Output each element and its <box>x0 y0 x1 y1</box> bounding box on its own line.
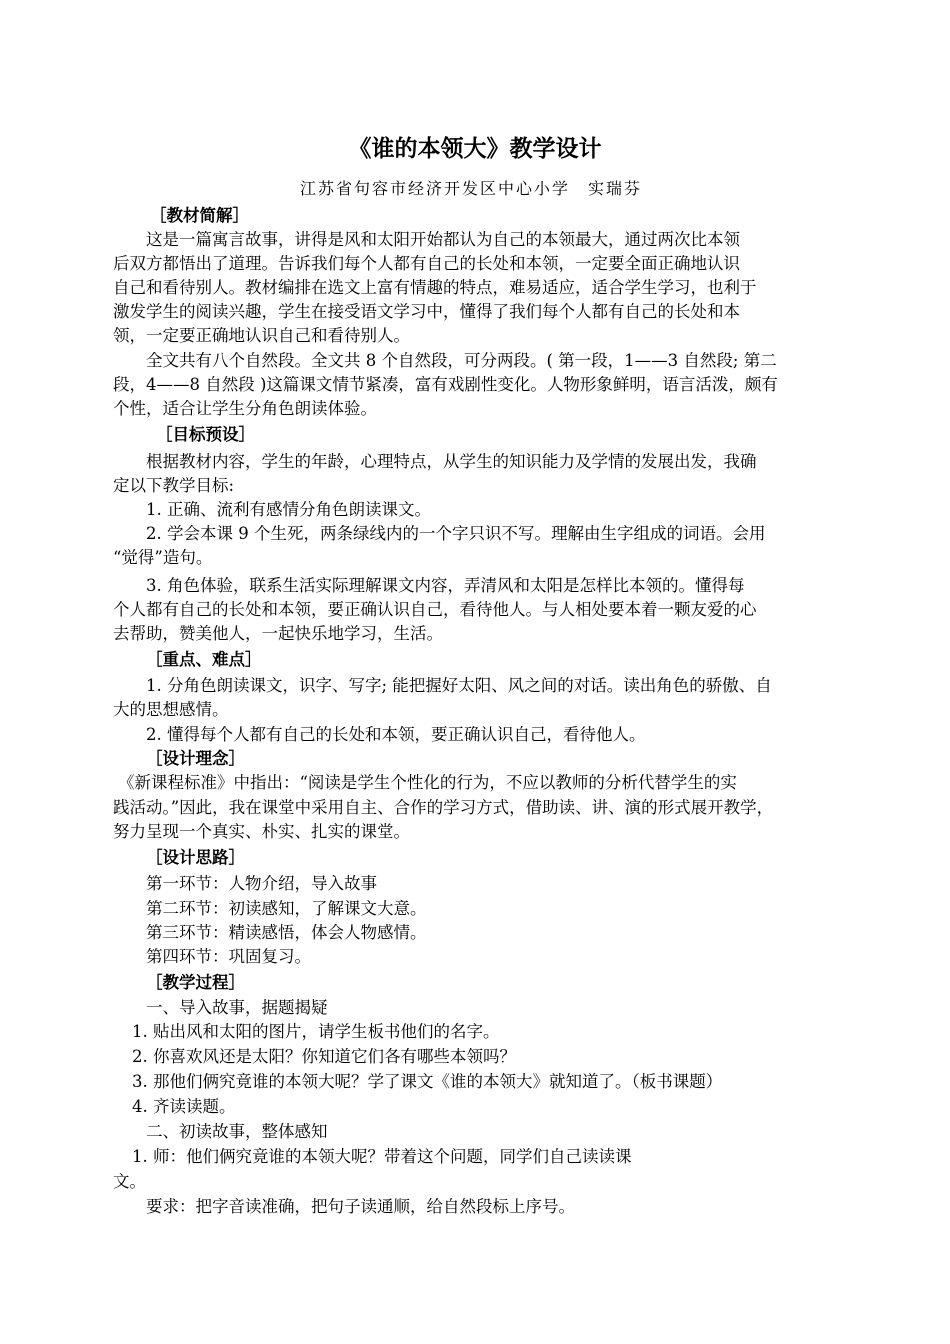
list-item: 1. 贴出风和太阳的图片，请学生板书他们的名字。 <box>132 1022 500 1041</box>
paragraph-line: 大的思想感情。 <box>113 700 229 719</box>
section-heading-key-points: ［重点、难点］ <box>146 650 262 669</box>
paragraph-line: 段，4——8 自然段 )这篇课文情节紧凑，富有戏剧性变化。人物形象鲜明，语言活泼，颇有 <box>113 375 778 394</box>
subsection-heading: 一、导入故事，据题揭疑 <box>146 998 328 1017</box>
paragraph-line: 努力呈现一个真实、朴实、扎实的课堂。 <box>113 822 410 841</box>
paragraph-line: 践活动。”因此，我在课堂中采用自主、合作的学习方式，借助读、讲、演的形式展开教学， <box>113 798 774 817</box>
list-item: 2. 你喜欢风还是太阳？你知道它们各有哪些本领吗？ <box>132 1047 516 1066</box>
list-item: 2. 懂得每个人都有自己的长处和本领，要正确认识自己，看待他人。 <box>146 725 646 744</box>
paragraph-line: 文。 <box>113 1172 146 1191</box>
paragraph-line: 后双方都悟出了道理。告诉我们每个人都有自己的长处和本领，一定要全面正确地认识 <box>113 254 740 273</box>
section-heading-textbook: ［教材简解］ <box>150 206 249 225</box>
list-item: 2. 学会本课 9 个生死，两条绿线内的一个字只识不写。理解由生字组成的词语。会用 <box>146 524 766 543</box>
list-item: 1. 正确、流利有感情分角色朗读课文。 <box>146 500 431 519</box>
section-heading-goals: ［目标预设］ <box>156 425 255 444</box>
paragraph-line: 去帮助，赞美他人，一起快乐地学习，生活。 <box>113 624 443 643</box>
list-item: 第二环节：初读感知，了解课文大意。 <box>146 899 427 918</box>
paragraph-line: “觉得”造句。 <box>113 548 213 567</box>
section-heading-design-ideas: ［设计思路］ <box>146 848 245 867</box>
paragraph-line: 要求：把字音读准确，把句子读通顺，给自然段标上序号。 <box>146 1197 575 1216</box>
paragraph-line: 全文共有八个自然段。全文共 8 个自然段，可分两段。( 第一段，1——3 自然段; 第二 <box>146 351 777 370</box>
document-title: 《谁的本领大》教学设计 <box>348 136 602 162</box>
paragraph-line: 个性，适合让学生分角色朗读体验。 <box>113 399 377 418</box>
list-item: 第三环节：精读感悟，体会人物感情。 <box>146 923 427 942</box>
section-heading-philosophy: ［设计理念］ <box>146 749 245 768</box>
list-item: 第一环节：人物介绍，导入故事 <box>146 874 377 893</box>
list-item: 3. 角色体验，联系生活实际理解课文内容，弄清风和太阳是怎样比本领的。懂得每 <box>146 576 745 595</box>
author-line: 江苏省句容市经济开发区中心小学 实瑞芬 <box>300 179 643 198</box>
list-item: 1. 分角色朗读课文，识字、写字; 能把握好太阳、风之间的对话。读出角色的骄傲、自 <box>146 676 772 695</box>
list-item: 3. 那他们俩究竟谁的本领大呢？学了课文《谁的本领大》就知道了。（板书课题） <box>132 1072 723 1091</box>
paragraph-line: 《新课程标准》中指出：“阅读是学生个性化的行为，不应以教师的分析代替学生的实 <box>118 773 737 792</box>
section-heading-teaching-process: ［教学过程］ <box>146 973 245 992</box>
paragraph-line: 自己和看待别人。教材编排在选文上富有情趣的特点，难易适应，适合学生学习，也利于 <box>113 278 757 297</box>
subsection-heading: 二、初读故事，整体感知 <box>146 1122 328 1141</box>
paragraph-line: 领，一定要正确地认识自己和看待别人。 <box>113 326 410 345</box>
paragraph-line: 激发学生的阅读兴趣，学生在接受语文学习中，懂得了我们每个人都有自己的长处和本 <box>113 302 740 321</box>
list-item: 第四环节：巩固复习。 <box>146 947 311 966</box>
list-item: 1. 师：他们俩究竟谁的本领大呢？带着这个问题，同学们自己读读课 <box>132 1147 632 1166</box>
paragraph-line: 这是一篇寓言故事，讲得是风和太阳开始都认为自己的本领最大，通过两次比本领 <box>146 230 740 249</box>
paragraph-line: 个人都有自己的长处和本领，要正确认识自己，看待他人。与人相处要本着一颗友爱的心 <box>113 600 757 619</box>
paragraph-line: 根据教材内容，学生的年龄，心理特点，从学生的知识能力及学情的发展出发，我确 <box>146 452 757 471</box>
list-item: 4. 齐读读题。 <box>132 1097 236 1116</box>
paragraph-line: 定以下教学目标: <box>113 476 235 495</box>
